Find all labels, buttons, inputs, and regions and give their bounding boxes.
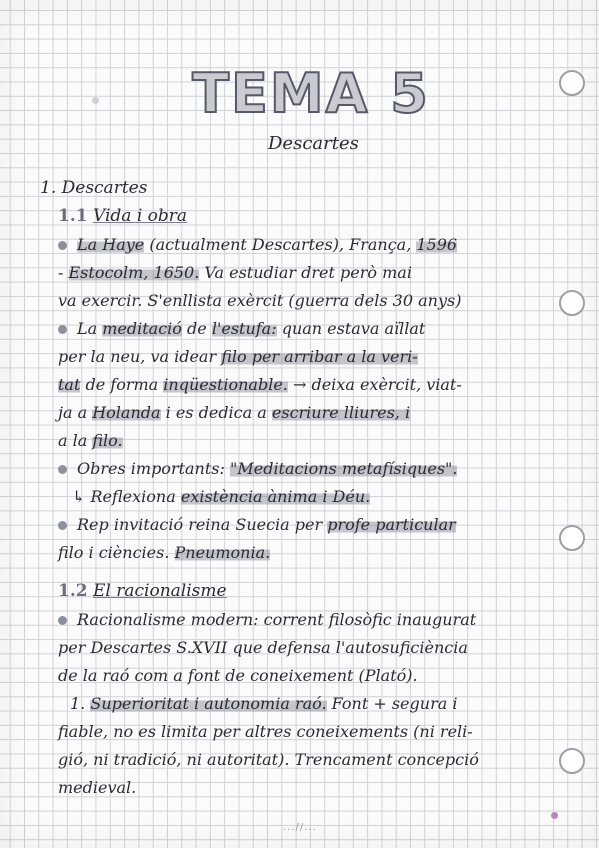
subsection-number: 1.2 bbox=[58, 581, 88, 601]
ring-hole-3 bbox=[559, 525, 585, 551]
ring-hole-2 bbox=[559, 290, 585, 316]
subsection-title: El racionalisme bbox=[92, 581, 227, 601]
paper-mark bbox=[92, 97, 99, 104]
section-heading-text: 1. Descartes bbox=[40, 178, 148, 198]
note-line: va exercir. S'enllista exèrcit (guerra dels 30 anys) bbox=[58, 291, 462, 310]
ring-hole-1 bbox=[559, 70, 585, 96]
subsection-heading-2 bbox=[58, 581, 227, 601]
note-line: de la raó com a font de coneixement (Plató). bbox=[58, 666, 418, 685]
bullet-icon bbox=[58, 325, 67, 334]
note-line: Racionalisme modern: corrent filosòfic inaugurat bbox=[58, 610, 476, 629]
note-line: per Descartes S.XVII que defensa l'autosuficiència bbox=[58, 638, 468, 657]
subsection-number: 1.1 bbox=[58, 206, 88, 226]
page-subtitle: Descartes bbox=[268, 133, 359, 154]
paper-mark bbox=[551, 812, 558, 819]
ring-hole-4 bbox=[559, 748, 585, 774]
section-heading bbox=[40, 178, 147, 198]
note-line: ↳ Reflexiona existència ànima i Déu. bbox=[72, 487, 371, 506]
note-line: - Estocolm, 1650. Va estudiar dret però mai bbox=[58, 263, 412, 282]
bullet-icon bbox=[58, 465, 67, 474]
note-line: a la filo. bbox=[58, 431, 123, 450]
note-line: La meditació de l'estufa: quan estava aïllat bbox=[58, 319, 425, 338]
note-line: La Haye (actualment Descartes), França, 1596 bbox=[58, 235, 457, 254]
note-line: ja a Holanda i es dedica a escriure lliures, i bbox=[58, 403, 411, 422]
note-line: fiable, no es limita per altres coneixements (ni reli- bbox=[58, 722, 473, 741]
subsection-heading-1 bbox=[58, 206, 187, 226]
note-line: 1. Superioritat i autonomia raó. Font + segura i bbox=[70, 694, 458, 713]
page-footer: ...//... bbox=[283, 822, 317, 833]
note-line: Obres importants: "Meditacions metafísiques". bbox=[58, 459, 457, 478]
note-line: Rep invitació reina Suecia per profe particular bbox=[58, 515, 456, 534]
subsection-title: Vida i obra bbox=[92, 206, 188, 226]
note-line: medieval. bbox=[58, 778, 137, 797]
page-title: TEMA 5 bbox=[186, 62, 436, 124]
bullet-icon bbox=[58, 241, 67, 250]
note-line: per la neu, va idear filo per arribar a la veri- bbox=[58, 347, 418, 366]
note-line: gió, ni tradició, ni autoritat). Trencament concepció bbox=[58, 750, 479, 769]
note-line: tat de forma inqüestionable. → deixa exèrcit, viat- bbox=[58, 375, 462, 394]
bullet-icon bbox=[58, 521, 67, 530]
note-line: filo i ciències. Pneumonia. bbox=[58, 543, 271, 562]
bullet-icon bbox=[58, 616, 67, 625]
